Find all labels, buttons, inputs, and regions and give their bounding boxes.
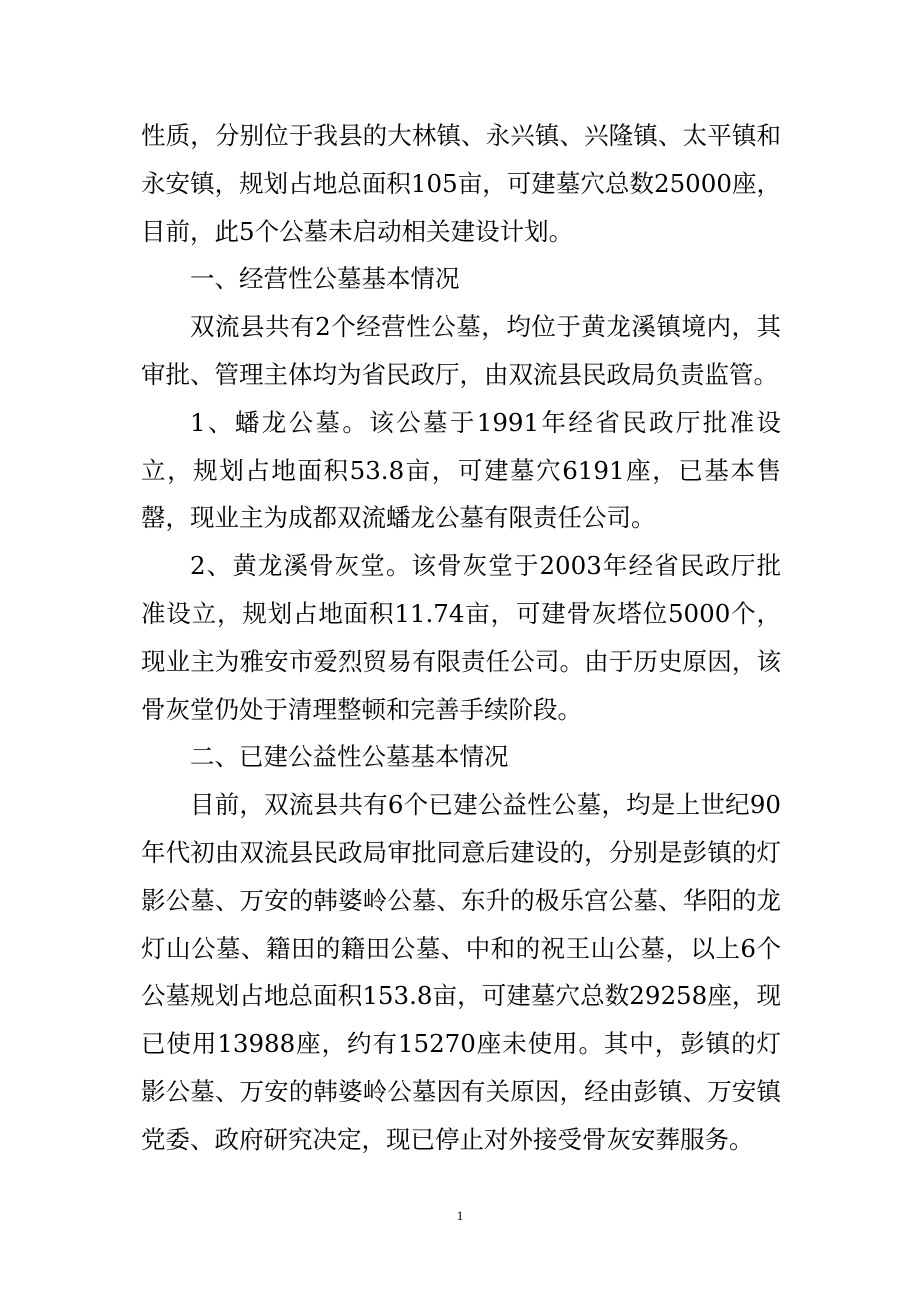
document-body <box>141 112 781 1164</box>
paragraph-panlong-cemetery: 1、蟠龙公墓。该公墓于1991年经省民政厅批准设立，规划占地面积53.8亩，可建墓穴6191座，已基本售罄，现业主为成都双流蟠龙公墓有限责任公司。 <box>141 407 781 533</box>
section-heading-operating-cemeteries: 一、经营性公墓基本情况 <box>190 264 460 294</box>
section-heading-public-cemeteries: 二、已建公益性公墓基本情况 <box>190 742 509 772</box>
paragraph-continuation: 性质，分别位于我县的大林镇、永兴镇、兴隆镇、太平镇和永安镇，规划占地总面积105亩，可建墓穴总数25000座，目前，此5个公墓未启动相关建设计划。 <box>141 121 781 246</box>
page-number: 1 <box>456 1208 464 1223</box>
paragraph-operating-overview: 双流县共有2个经营性公墓，均位于黄龙溪镇境内，其审批、管理主体均为省民政厅，由双流县民政局负责监管。 <box>141 312 781 389</box>
paragraph-huanglongxi-columbarium: 2、黄龙溪骨灰堂。该骨灰堂于2003年经省民政厅批准设立，规划占地面积11.74亩，可建骨灰塔位5000个，现业主为雅安市爱烈贸易有限责任公司。由于历史原因，该骨灰堂仍处于清理整顿和完善手续阶段。 <box>141 551 781 724</box>
paragraph-public-cemeteries-overview: 目前，双流县共有6个已建公益性公墓，均是上世纪90年代初由双流县民政局审批同意后建设的，分别是彭镇的灯影公墓、万安的韩婆岭公墓、东升的极乐宫公墓、华阳的龙灯山公墓、籍田的籍田公墓、中和的祝王山公墓，以上6个公墓规划占地总面积153.8亩，可建墓穴总数29258座，现已使用13988座，约有15270座未使用。其中，彭镇的灯影公墓、万安的韩婆岭公墓因有关原因，经由彭镇、万安镇党委、政府研究决定，现已停止对外接受骨灰安葬服务。 <box>141 790 781 1154</box>
